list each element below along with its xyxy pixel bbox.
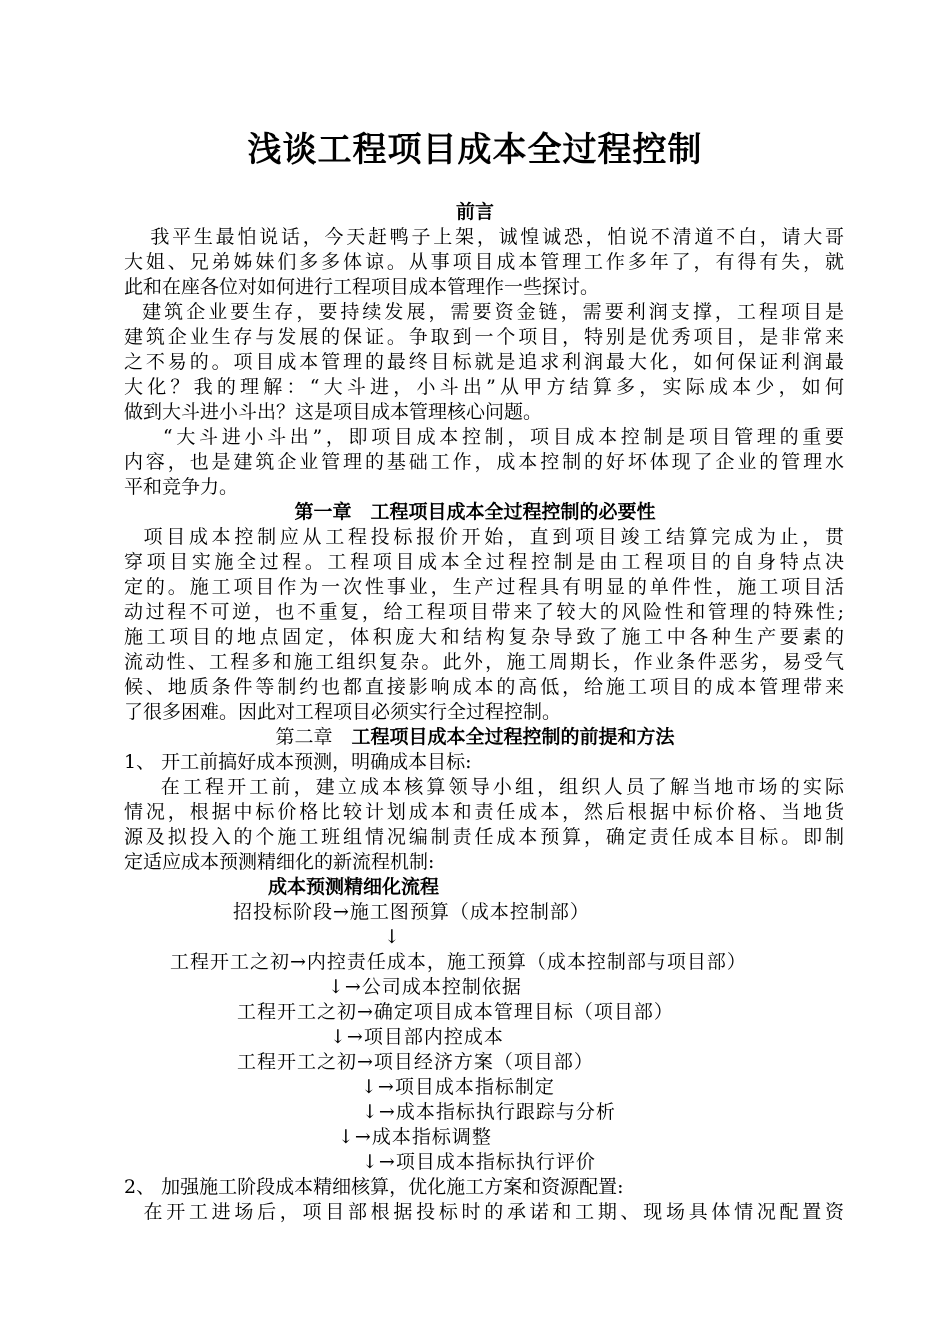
chapter2-item1-line: 情况，根据中标价格比较计划成本和责任成本，然后根据中标价格、当地货 bbox=[124, 801, 844, 823]
chapter1-line: 穿项目实施全过程。工程项目成本全过程控制是由工程项目的自身特点决 bbox=[124, 551, 844, 573]
flow-step: ↓→成本指标执行跟踪与分析 bbox=[362, 1101, 616, 1123]
chapter2-item1-line: 在工程开工前，建立成本核算领导小组，组织人员了解当地市场的实际 bbox=[124, 776, 844, 798]
chapter1-line: 施工项目的地点固定，体积庞大和结构复杂导致了施工中各种生产要素的 bbox=[124, 626, 844, 648]
chapter2-heading-prefix: 第二章 bbox=[275, 726, 333, 748]
preface-heading: 前言 bbox=[455, 201, 494, 223]
flow-step: ↓→公司成本控制依据 bbox=[328, 976, 522, 998]
flow-step: ↓→项目成本指标制定 bbox=[361, 1076, 555, 1098]
flow-step: ↓→成本指标调整 bbox=[338, 1126, 492, 1148]
chapter2-item2-line: 在开工进场后，项目部根据投标时的承诺和工期、现场具体情况配置资 bbox=[124, 1201, 844, 1223]
chapter1-line: 项目成本控制应从工程投标报价开始，直到项目竣工结算完成为止，贯 bbox=[124, 526, 844, 548]
preface-line: 建筑企业生存与发展的保证。争取到一个项目，特别是优秀项目，是非常来 bbox=[124, 326, 844, 348]
preface-line: 做到大斗进小斗出？这是项目成本管理核心问题。 bbox=[124, 401, 543, 423]
flow-step: 工程开工之初→内控责任成本，施工预算（成本控制部与项目部） bbox=[170, 951, 747, 973]
flow-step: 工程开工之初→确定项目成本管理目标（项目部） bbox=[237, 1001, 674, 1023]
preface-line: 此和在座各位对如何进行工程项目成本管理作一些探讨。 bbox=[124, 276, 600, 298]
preface-line: “大斗进小斗出”，即项目成本控制，项目成本控制是项目管理的重要 bbox=[124, 426, 844, 448]
flow-step: ↓→项目部内控成本 bbox=[330, 1026, 504, 1048]
chapter2-item2: 2、 加强施工阶段成本精细核算，优化施工方案和资源配置: bbox=[124, 1176, 624, 1198]
flow-step: 工程开工之初→项目经济方案（项目部） bbox=[237, 1051, 594, 1073]
flow-step: ↓→项目成本指标执行评价 bbox=[362, 1151, 596, 1173]
chapter2-item1: 1、 开工前搞好成本预测，明确成本目标: bbox=[124, 751, 472, 773]
document-title: 浅谈工程项目成本全过程控制 bbox=[247, 130, 703, 170]
chapter1-line: 定的。施工项目作为一次性事业，生产过程具有明显的单件性，施工项目活 bbox=[124, 576, 844, 598]
preface-line: 建筑企业要生存，要持续发展，需要资金链，需要利润支撑，工程项目是 bbox=[124, 301, 844, 323]
preface-line: 之不易的。项目成本管理的最终目标就是追求利润最大化，如何保证利润最 bbox=[124, 351, 844, 373]
chapter2-item1-line: 源及拟投入的个施工班组情况编制责任成本预算，确定责任成本目标。即制 bbox=[124, 826, 844, 848]
chapter1-line: 候、地质条件等制约也都直接影响成本的高低，给施工项目的成本管理带来 bbox=[124, 676, 844, 698]
chapter1-line: 了很多困难。因此对工程项目必须实行全过程控制。 bbox=[124, 701, 562, 723]
flow-step: 招投标阶段→施工图预算（成本控制部） bbox=[233, 901, 590, 923]
preface-line: 我平生最怕说话，今天赶鸭子上架，诚惶诚恐，怕说不清道不白，请大哥 bbox=[124, 226, 844, 248]
chapter2-item1-line: 定适应成本预测精细化的新流程机制: bbox=[124, 851, 435, 873]
chapter1-line: 动过程不可逆，也不重复，给工程项目带来了较大的风险性和管理的特殊性; bbox=[124, 601, 844, 623]
preface-line: 内容，也是建筑企业管理的基础工作，成本控制的好坏体现了企业的管理水 bbox=[124, 451, 844, 473]
chapter2-heading-title: 工程项目成本全过程控制的前提和方法 bbox=[351, 726, 675, 748]
flow-title: 成本预测精细化流程 bbox=[268, 876, 440, 898]
preface-line: 大姐、兄弟姊妹们多多体谅。从事项目成本管理工作多年了，有得有失，就 bbox=[124, 251, 844, 273]
preface-line: 大化？我的理解：“大斗进，小斗出”从甲方结算多，实际成本少，如何 bbox=[124, 376, 844, 398]
chapter1-heading: 第一章 工程项目成本全过程控制的必要性 bbox=[294, 501, 656, 523]
chapter1-line: 流动性、工程多和施工组织复杂。此外，施工周期长，作业条件恶劣，易受气 bbox=[124, 651, 844, 673]
flow-arrow: ↓ bbox=[384, 926, 401, 948]
preface-line: 平和竞争力。 bbox=[124, 476, 239, 498]
chapter2-heading bbox=[0, 725, 950, 750]
